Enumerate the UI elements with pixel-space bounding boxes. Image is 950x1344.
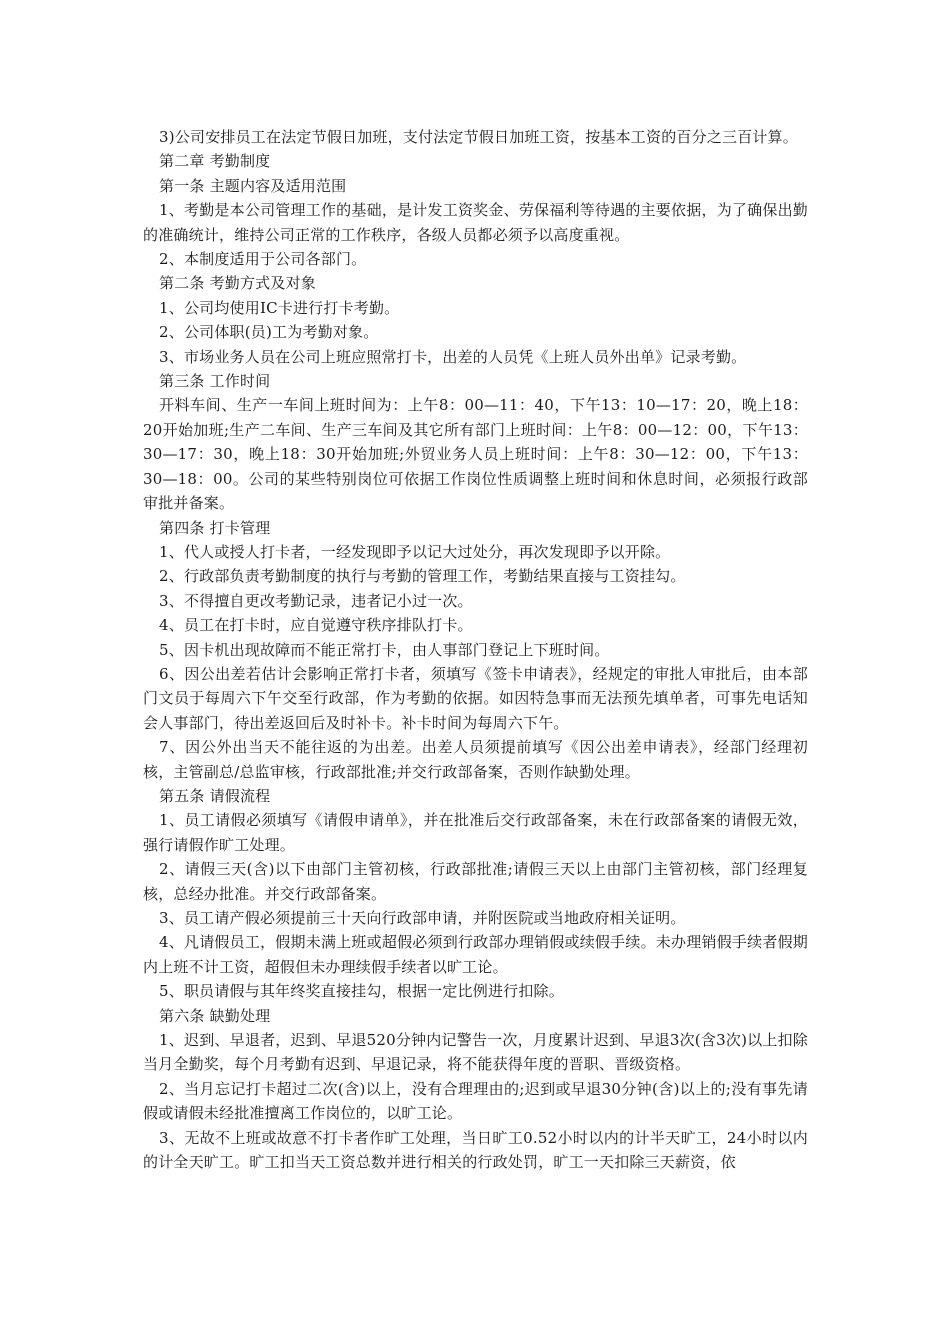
body-paragraph: 2、公司体职(员)工为考勤对象。 bbox=[159, 323, 379, 342]
body-paragraph: 1、公司均使用IC卡进行打卡考勤。 bbox=[159, 298, 400, 317]
body-paragraph: 4、员工在打卡时，应自觉遵守秩序排队打卡。 bbox=[159, 616, 473, 635]
section-heading: 第二条 考勤方式及对象 bbox=[159, 274, 316, 293]
body-paragraph: 2、行政部负责考勤制度的执行与考勤的管理工作，考勤结果直接与工资挂勾。 bbox=[159, 567, 686, 586]
body-paragraph: 3、市场业务人员在公司上班应照常打卡，出差的人员凭《上班人员外出单》记录考勤。 bbox=[159, 347, 747, 366]
body-paragraph: 1、代人或授人打卡者，一经发现即予以记大过处分，再次发现即予以开除。 bbox=[159, 542, 671, 561]
section-heading: 第六条 缺勤处理 bbox=[159, 1006, 271, 1025]
document-body bbox=[143, 125, 808, 1174]
body-paragraph: 3)公司安排员工在法定节假日加班，支付法定节假日加班工资，按基本工资的百分之三百计算。 bbox=[159, 128, 798, 146]
body-paragraph: 3、无故不上班或故意不打卡者作旷工处理，当日旷工0.52小时以内的计半天旷工，24小时以内的计全天旷工。旷工扣当天工资总数并进行相关的行政处罚，旷工一天扣除三天薪资，依 bbox=[143, 1128, 808, 1172]
body-paragraph: 5、因卡机出现故障而不能正常打卡，由人事部门登记上下班时间。 bbox=[159, 640, 610, 659]
section-heading: 第五条 请假流程 bbox=[159, 786, 271, 805]
body-paragraph: 2、本制度适用于公司各部门。 bbox=[159, 250, 367, 269]
body-paragraph: 2、当月忘记打卡超过二次(含)以上，没有合理理由的;迟到或早退30分钟(含)以上的;没有事先请假或请假未经批准擅离工作岗位的，以旷工论。 bbox=[143, 1079, 808, 1123]
section-heading: 第二章 考勤制度 bbox=[159, 152, 271, 171]
body-paragraph: 4、凡请假员工，假期未满上班或超假必须到行政部办理销假或续假手续。未办理销假手续者假期内上班不计工资，超假但未办理续假手续者以旷工论。 bbox=[143, 933, 808, 976]
body-paragraph: 1、员工请假必须填写《请假申请单》，并在批准后交行政部备案，未在行政部备案的请假无效，强行请假作旷工处理。 bbox=[143, 811, 808, 854]
body-paragraph: 2、请假三天(含)以下由部门主管初核，行政部批准;请假三天以上由部门主管初核，部门经理复核，总经办批准。并交行政部备案。 bbox=[143, 860, 808, 903]
body-paragraph: 5、职员请假与其年终奖直接挂勾，根据一定比例进行扣除。 bbox=[159, 982, 564, 1001]
body-paragraph: 3、员工请产假必须提前三十天向行政部申请，并附医院或当地政府相关证明。 bbox=[159, 909, 686, 927]
section-heading: 第一条 主题内容及适用范围 bbox=[159, 176, 347, 195]
body-paragraph: 6、因公出差若估计会影响正常打卡者，须填写《签卡申请表》，经规定的审批人审批后，由本部门文员于每周六下午交至行政部，作为考勤的依据。如因特急事而无法预先填单者，可事先电话知会人事部门，待出差返回后及时补卡。补卡时间为每周六下午。 bbox=[143, 664, 808, 732]
body-paragraph: 7、因公外出当天不能往返的为出差。出差人员须提前填写《因公出差申请表》，经部门经理初核，主管副总/总监审核，行政部批准;并交行政部备案，否则作缺勤处理。 bbox=[143, 738, 808, 781]
body-paragraph: 1、迟到、早退者，迟到、早退520分钟内记警告一次，月度累计迟到、早退3次(含3次)以上扣除当月全勤奖，每个月考勤有迟到、早退记录，将不能获得年度的晋职、晋级资格。 bbox=[143, 1031, 808, 1074]
body-paragraph: 1、考勤是本公司管理工作的基础，是计发工资奖金、劳保福利等待遇的主要依据，为了确保出勤的准确统计，维持公司正常的工作秩序，各级人员都必须予以高度重视。 bbox=[143, 201, 808, 244]
section-heading: 第四条 打卡管理 bbox=[159, 518, 271, 537]
body-paragraph: 3、不得擅自更改考勤记录，违者记小过一次。 bbox=[159, 591, 473, 610]
section-heading: 第三条 工作时间 bbox=[159, 372, 271, 391]
body-paragraph: 开料车间、生产一车间上班时间为：上午8：00—11：40，下午13：10—17：20，晚上18：20开始加班;生产二车间、生产三车间及其它所有部门上班时间：上午8：00—12：00，下午13：30—17：30，晚上18：30开始加班;外贸业务人员上班时间：上午8：30—12：00，下午13：30—18：00。公司的某些特别岗位可依据工作岗位性质调整上班时间和休息时间，必须报行政部审批并备案。 bbox=[143, 396, 808, 513]
